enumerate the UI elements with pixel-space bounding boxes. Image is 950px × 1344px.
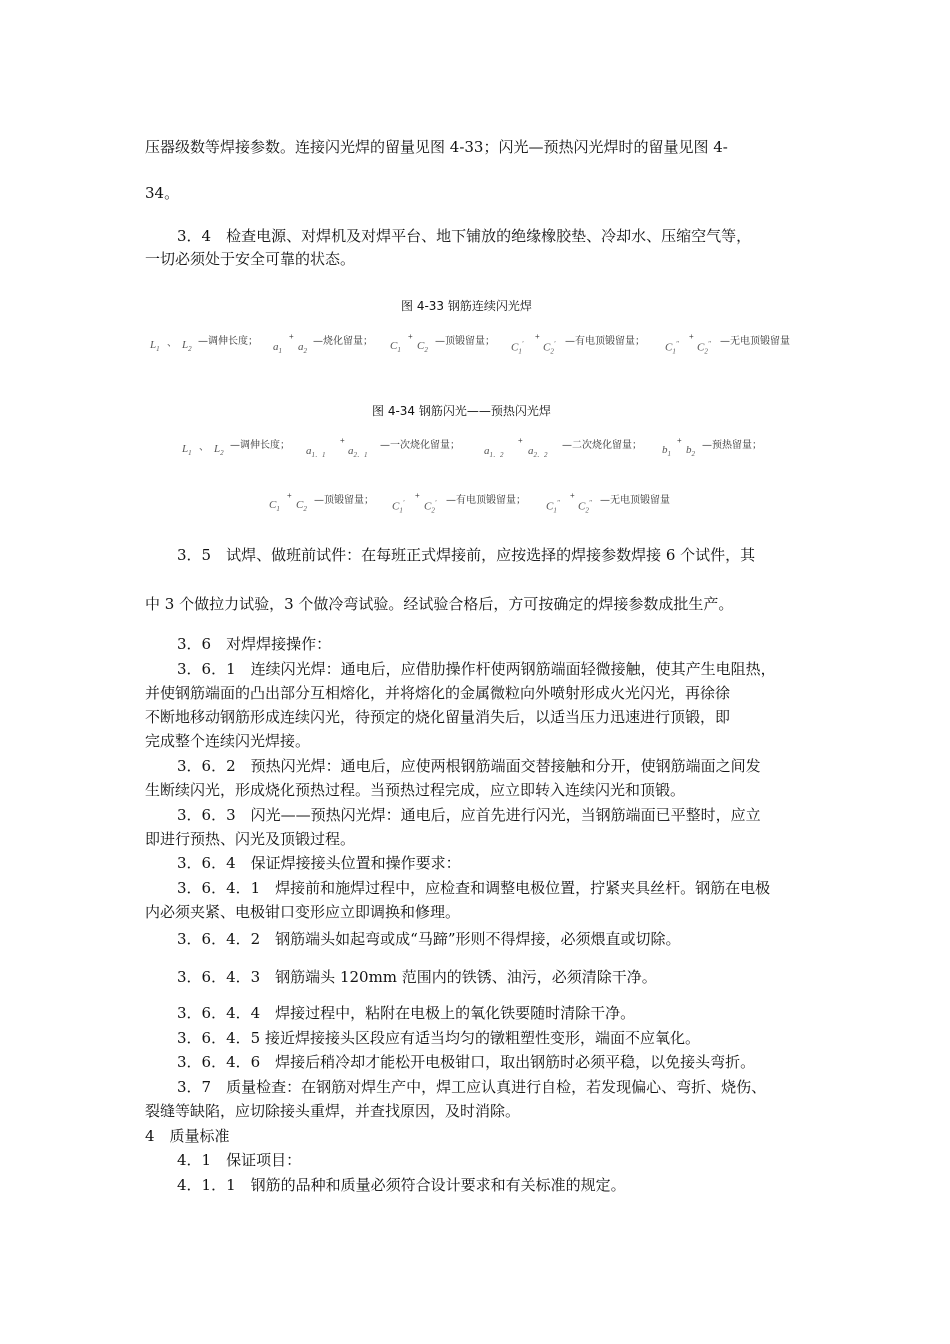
paragraph-line: 压器级数等焊接参数。连接闪光焊的留量见图 4-33；闪光—预热闪光焊时的留量见图 4- <box>145 138 728 156</box>
paragraph-line: 3．6．4．1 焊接前和施焊过程中，应检查和调整电极位置，拧紧夹具丝杆。钢筋在电极 <box>177 879 771 897</box>
legend-desc: —调伸长度； <box>198 336 258 347</box>
plus-sign: + <box>535 332 540 341</box>
paragraph-line: 3．6．4．4 焊接过程中，粘附在电极上的氧化铁要随时清除干净。 <box>177 1004 636 1022</box>
symbol-b1: $b_1$ <box>662 444 671 458</box>
paragraph-line: 并使钢筋端面的凸出部分互相熔化，并将熔化的金属微粒向外喷射形成火光闪光，再徐徐 <box>145 684 731 702</box>
symbol-c2-prime: $C_2'$ <box>543 340 556 356</box>
legend-desc: —有电顶锻留量； <box>446 495 526 506</box>
plus-sign: + <box>677 436 682 445</box>
paragraph-line: 不断地移动钢筋形成连续闪光，待预定的烧化留量消失后，以适当压力迅速进行顶锻，即 <box>145 708 731 726</box>
paragraph-line: 一切必须处于安全可靠的状态。 <box>145 250 356 268</box>
paragraph-line: 3．6．4．5 接近焊接接头区段应有适当均匀的镦粗塑性变形，端面不应氧化。 <box>177 1029 700 1047</box>
plus-sign: + <box>340 436 345 445</box>
figure-4-34-caption: 图 4-34 钢筋闪光——预热闪光焊 <box>372 404 551 418</box>
symbol-c2: $C_2$ <box>417 340 428 354</box>
paragraph-line: 生断续闪光，形成烧化预热过程。当预热过程完成，应立即转入连续闪光和顶锻。 <box>145 781 686 799</box>
plus-sign: + <box>570 491 575 500</box>
paragraph-line: 3．4 检查电源、对焊机及对焊平台、地下铺放的绝缘橡胶垫、冷却水、压缩空气等， <box>177 227 752 245</box>
legend-desc: —无电顶锻留量 <box>600 495 670 506</box>
symbol-a22: $a_{2.2}$ <box>528 445 548 459</box>
plus-sign: + <box>289 332 294 341</box>
legend-desc: —无电顶锻留量 <box>720 336 790 347</box>
symbol-c1: $C_1$ <box>390 340 401 354</box>
paragraph-line: 3．6．2 预热闪光焊：通电后，应使两根钢筋端面交替接触和分开，使钢筋端面之间发 <box>177 757 761 775</box>
paragraph-line: 4．1．1 钢筋的品种和质量必须符合设计要求和有关标准的规定。 <box>177 1176 626 1194</box>
paragraph-line: 裂缝等缺陷，应切除接头重焊，并查找原因，及时消除。 <box>145 1102 521 1120</box>
symbol-c2-prime: $C_2'$ <box>424 499 437 515</box>
legend-desc: —顶锻留量； <box>435 336 495 347</box>
symbol-c1-dprime: $C_1''$ <box>665 340 679 356</box>
section-heading: 4 质量标准 <box>145 1127 230 1145</box>
symbol-L1: $L_1$ <box>150 339 160 353</box>
paragraph-line: 3．6．3 闪光——预热闪光焊：通电后，应首先进行闪光，当钢筋端面已平整时，应立 <box>177 806 761 824</box>
symbol-c1-dprime: $C_1''$ <box>546 499 560 515</box>
legend-desc: —顶锻留量； <box>314 495 374 506</box>
figure-4-34-legend-row2 <box>0 487 950 517</box>
symbol-c2-dprime: $C_2''$ <box>697 340 711 356</box>
symbol-a2: $a_2$ <box>298 341 307 355</box>
symbol-L1: $L_1$ <box>182 443 192 457</box>
paragraph-line: 内必须夹紧、电极钳口变形应立即调换和修理。 <box>145 903 461 921</box>
symbol-c2: $C_2$ <box>296 499 307 513</box>
legend-desc: —烧化留量； <box>313 336 373 347</box>
symbol-a12: $a_{1.2}$ <box>484 445 504 459</box>
symbol-c1-prime: $C_1'$ <box>511 340 524 356</box>
symbol-b2: $b_2$ <box>686 444 695 458</box>
symbol-c1: $C_1$ <box>269 499 280 513</box>
paragraph-line: 3．6．4．3 钢筋端头 120mm 范围内的铁锈、油污，必须清除干净。 <box>177 968 657 986</box>
separator: 、 <box>167 338 177 349</box>
section-heading: 3．6．4 保证焊接接头位置和操作要求： <box>177 854 461 872</box>
symbol-a21: $a_{2.1}$ <box>348 445 368 459</box>
symbol-a1: $a_1$ <box>273 341 282 355</box>
paragraph-line: 即进行预热、闪光及顶锻过程。 <box>145 830 356 848</box>
figure-4-34-legend-row1 <box>0 432 950 462</box>
paragraph-line: 3．6．1 连续闪光焊：通电后，应借肋操作杆使两钢筋端面轻微接触，使其产生电阻热， <box>177 660 776 678</box>
plus-sign: + <box>415 491 420 500</box>
legend-desc: —调伸长度； <box>230 440 290 451</box>
symbol-L2: $L_2$ <box>214 443 224 457</box>
paragraph-line: 完成整个连续闪光焊接。 <box>145 732 311 750</box>
symbol-c2-dprime: $C_2''$ <box>578 499 592 515</box>
paragraph-line: 3．6．4．6 焊接后稍冷却才能松开电极钳口，取出钢筋时必须平稳，以免接头弯折。 <box>177 1053 756 1071</box>
figure-4-33-legend <box>0 328 950 358</box>
legend-desc: —预热留量； <box>702 440 762 451</box>
legend-desc: —有电顶锻留量； <box>565 336 645 347</box>
plus-sign: + <box>287 491 292 500</box>
separator: 、 <box>199 442 209 453</box>
figure-4-33-caption: 图 4-33 钢筋连续闪光焊 <box>401 299 532 313</box>
paragraph-line: 34。 <box>145 184 180 202</box>
paragraph-line: 3．5 试焊、做班前试件：在每班正式焊接前，应按选择的焊接参数焊接 6 个试件，其 <box>177 546 756 564</box>
section-heading: 3．6 对焊焊接操作： <box>177 635 332 653</box>
paragraph-line: 3．7 质量检查：在钢筋对焊生产中，焊工应认真进行自检，若发现偏心、弯折、烧伤、 <box>177 1078 767 1096</box>
paragraph-line: 3．6．4．2 钢筋端头如起弯或成“马蹄”形则不得焊接，必须煨直或切除。 <box>177 930 681 948</box>
legend-desc: —二次烧化留量； <box>562 440 642 451</box>
plus-sign: + <box>408 332 413 341</box>
plus-sign: + <box>689 332 694 341</box>
section-heading: 4．1 保证项目： <box>177 1151 302 1169</box>
legend-desc: —一次烧化留量； <box>380 440 460 451</box>
plus-sign: + <box>518 436 523 445</box>
paragraph-line: 中 3 个做拉力试验，3 个做冷弯试验。经试验合格后，方可按确定的焊接参数成批生产。 <box>145 595 734 613</box>
symbol-c1-prime: $C_1'$ <box>392 499 405 515</box>
symbol-a11: $a_{1.1}$ <box>306 445 326 459</box>
symbol-L2: $L_2$ <box>182 339 192 353</box>
